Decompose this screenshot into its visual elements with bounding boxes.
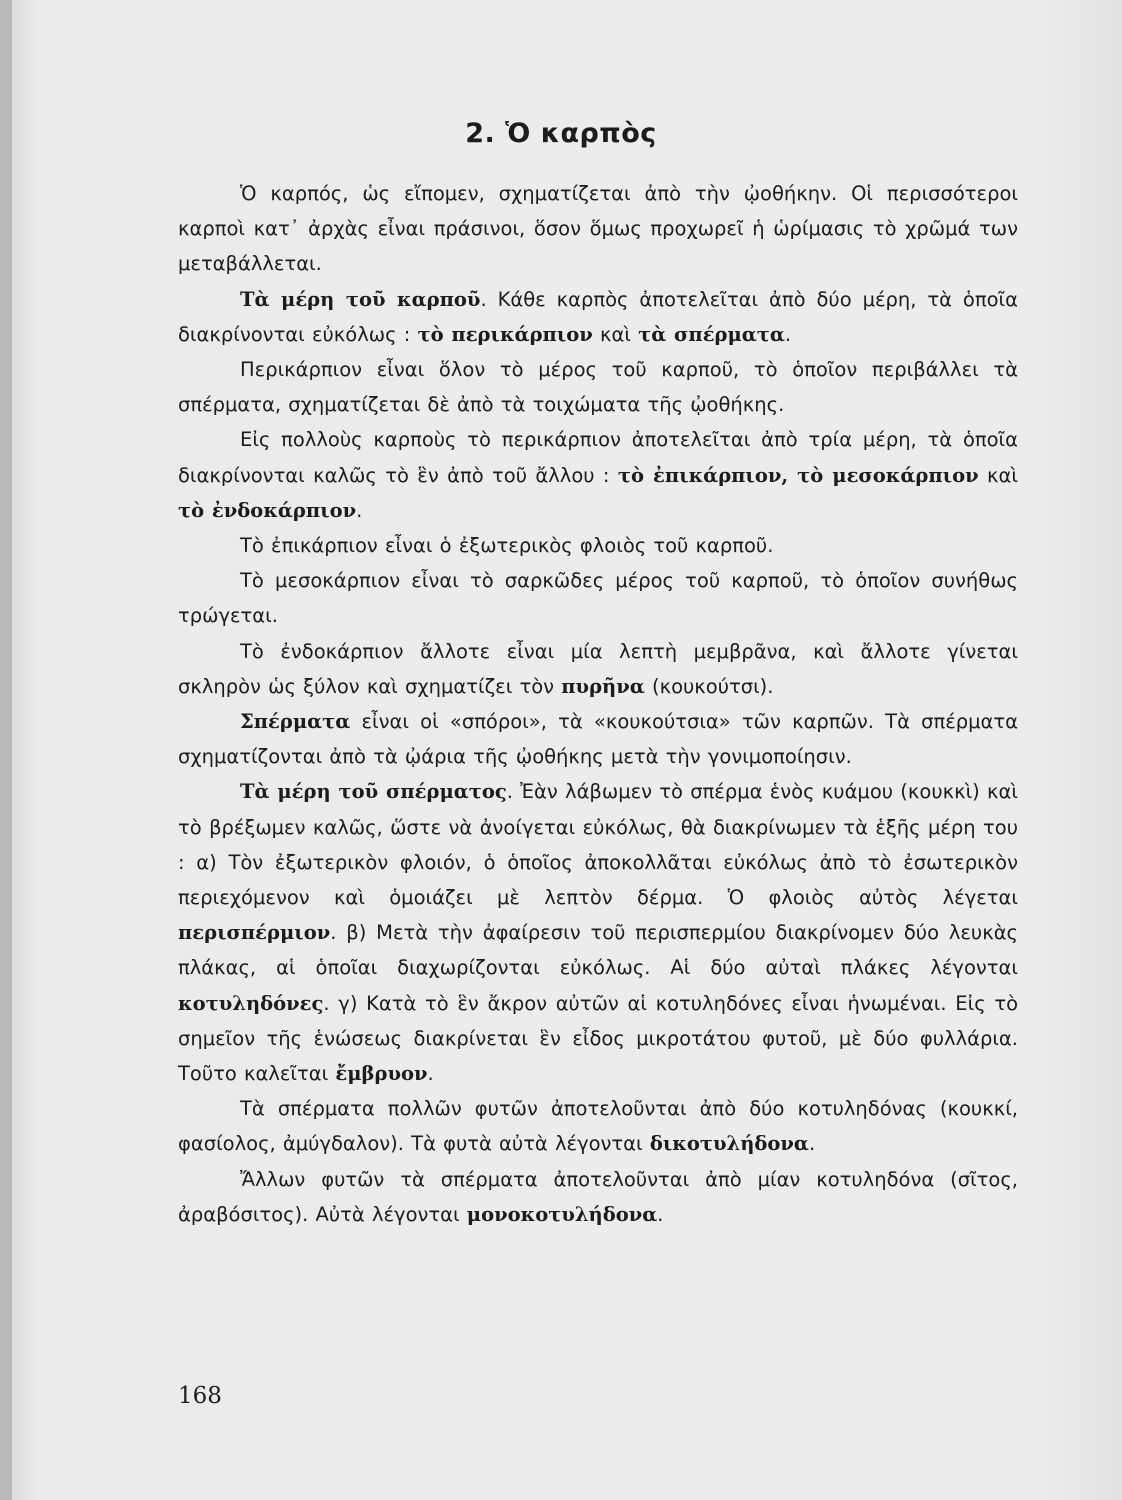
bold-term: τὸ ἐνδοκάρπιον <box>178 498 357 522</box>
text-run: Εἰς πολλοὺς καρποὺς τὸ περικάρπιον ἀποτελεῖται ἀπὸ τρία μέρη, τὰ ὁποῖα διακρίνονται καλῶς τὸ ἓν ἀπὸ τοῦ ἄλλου : <box>178 428 1018 487</box>
bold-term: τὰ σπέρματα <box>638 322 785 346</box>
paragraph <box>178 282 1018 352</box>
bold-term: κοτυληδόνες <box>178 991 324 1015</box>
text-run: . Ἐὰν λάβωμεν τὸ σπέρμα ἑνὸς κυάμου (κουκκὶ) καὶ τὸ βρέξωμεν καλῶς, ὥστε νὰ ἀνοίγεται εὐκόλως, θὰ διακρίνωμεν τὰ ἑξῆς μέρη του : α) Τὸν ἐξωτερικὸν φλοιόν, ὁ ὁποῖος ἀποκολλᾶται εὐκόλως ἀπὸ τὸ ἐσωτερικὸν περιεχόμενον καὶ ὁμοιάζει μὲ λεπτὸν δέρμα. Ὁ φλοιὸς αὐτὸς λέγεται <box>178 780 1018 910</box>
section-heading: 2. Ὁ καρπὸς <box>465 118 657 149</box>
text-run: . β) Μετὰ τὴν ἀφαίρεσιν τοῦ περισπερμίου διακρίνομεν δύο λευκὰς πλάκας, αἱ ὁποῖαι διαχωρίζονται εὐκόλως. Αἱ δύο αὐταὶ πλάκες λέγονται <box>178 921 1018 980</box>
bold-term: πυρῆνα <box>561 674 645 698</box>
text-run: . <box>356 498 363 522</box>
text-run: Τὸ μεσοκάρπιον εἶναι τὸ σαρκῶδες μέρος τοῦ καρποῦ, τὸ ὁποῖον συνήθως τρώγεται. <box>178 569 1018 628</box>
text-run: . <box>784 322 792 346</box>
text-run: Τὰ σπέρματα πολλῶν φυτῶν ἀποτελοῦνται ἀπὸ δύο κοτυληδόνας (κουκκί, φασίολος, ἀμύγδαλον). Τὰ φυτὰ αὐτὰ λέγονται <box>178 1097 1018 1156</box>
paragraph <box>178 422 1018 528</box>
text-run: . Κάθε καρπὸς ἀποτελεῖται ἀπὸ δύο μέρη, τὰ ὁποῖα διακρίνονται εὐκόλως : <box>178 287 1018 346</box>
text-run: Περικάρπιον εἶναι ὅλον τὸ μέρος τοῦ καρποῦ, τὸ ὁποῖον περιβάλλει τὰ σπέρματα, σχηματίζεται δὲ ἀπὸ τὰ τοιχώματα τῆς ᾠοθήκης. <box>178 358 1018 417</box>
page-number: 168 <box>178 1383 222 1409</box>
bold-term: ἔμβρυον <box>335 1062 428 1086</box>
text-run: (κουκούτσι). <box>644 674 774 698</box>
text-run: Τὸ ἐπικάρπιον εἶναι ὁ ἐξωτερικὸς φλοιὸς τοῦ καρποῦ. <box>240 534 774 558</box>
text-run: καὶ <box>592 322 639 346</box>
text-run: . γ) Κατὰ τὸ ἓν ἄκρον αὐτῶν αἱ κοτυληδόνες εἶναι ἡνωμέναι. Εἰς τὸ σημεῖον τῆς ἑνώσεως διακρίνεται ἓν εἶδος μικροτάτου φυτοῦ, μὲ δύο φυλλάρια. Τοῦτο καλεῖται <box>178 991 1018 1086</box>
text-run: . <box>427 1062 434 1086</box>
text-run: καὶ <box>978 463 1018 487</box>
bold-term: Σπέρματα <box>240 710 351 734</box>
paragraph <box>178 528 1018 563</box>
bold-term: τὸ περικάρπιον <box>417 322 593 346</box>
paragraph <box>178 176 1018 282</box>
text-run: . <box>657 1202 664 1226</box>
paragraph <box>178 1091 1018 1161</box>
bold-term: Τὰ μέρη τοῦ σπέρματος <box>240 780 507 804</box>
bold-term: Τὰ μέρη τοῦ καρποῦ <box>240 287 481 311</box>
body-text <box>178 176 1018 1232</box>
paragraph <box>178 563 1018 633</box>
bold-term: μονοκοτυλήδονα <box>466 1202 658 1226</box>
text-run: . <box>808 1132 816 1156</box>
text-run: εἶναι οἱ «σπόροι», τὰ «κουκούτσια» τῶν καρπῶν. Τὰ σπέρματα σχηματίζονται ἀπὸ τὰ ᾠάρια τῆς ᾠοθήκης μετὰ τὴν γονιμοποίησιν. <box>178 710 1018 769</box>
text-run: Ἄλλων φυτῶν τὰ σπέρματα ἀποτελοῦνται ἀπὸ μίαν κοτυληδόνα (σῖτος, ἀραβόσιτος). Αὐτὰ λέγονται <box>178 1167 1018 1226</box>
bold-term: τὸ ἐπικάρπιον, τὸ μεσοκάρπιον <box>617 463 979 487</box>
paragraph <box>178 352 1018 422</box>
paragraph <box>178 1162 1018 1232</box>
page-gutter-shadow <box>0 0 12 1500</box>
paragraph <box>178 634 1018 704</box>
paragraph <box>178 704 1018 774</box>
text-run: Ὁ καρπός, ὡς εἴπομεν, σχηματίζεται ἀπὸ τὴν ᾠοθήκην. Οἱ περισσότεροι καρποὶ κατ᾽ ἀρχὰς εἶναι πράσινοι, ὅσον ὅμως προχωρεῖ ἡ ὡρίμασις τὸ χρῶμά των μεταβάλλεται. <box>178 182 1018 276</box>
paragraph <box>178 774 1018 1091</box>
bold-term: περισπέρμιον <box>178 921 331 945</box>
bold-term: δικοτυλήδονα <box>649 1132 809 1156</box>
text-run: Τὸ ἐνδοκάρπιον ἄλλοτε εἶναι μία λεπτὴ μεμβρᾶνα, καὶ ἄλλοτε γίνεται σκληρὸν ὡς ξύλον καὶ σχηματίζει τὸν <box>178 639 1018 698</box>
